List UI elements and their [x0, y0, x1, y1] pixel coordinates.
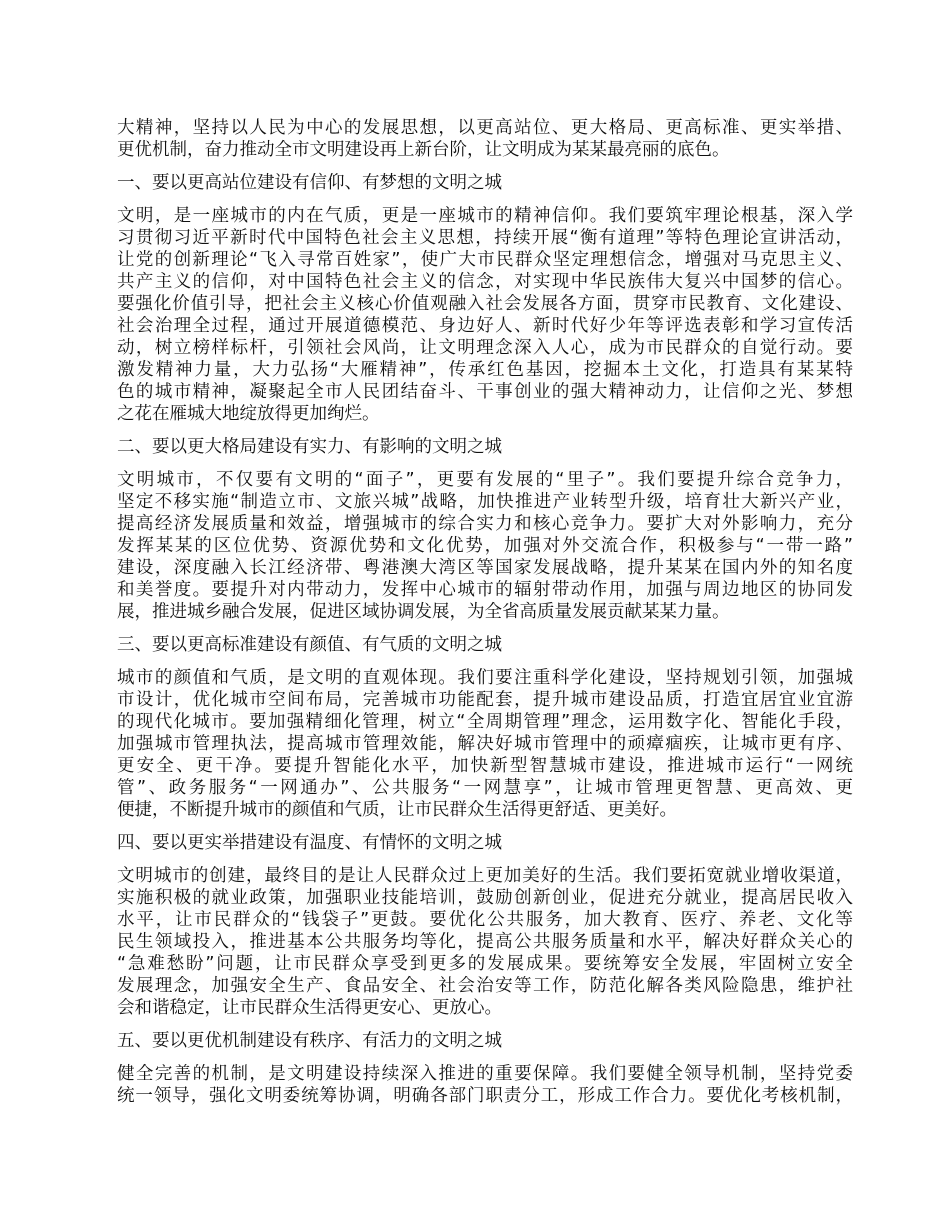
text-line: 会和谐稳定，让市民群众生活得更安心、更放心。 [117, 998, 502, 1018]
text-line: 发展理念，加强安全生产、食品安全、社会治安等工作，防范化解各类风险隐患，维护社 [117, 976, 853, 996]
text-line: 色的城市精神，凝聚起全市人民团结奋斗、干事创业的强大精神动力，让信仰之光、梦想 [117, 382, 853, 402]
section-heading [117, 832, 853, 854]
text-line: 习贯彻习近平新时代中国特色社会主义思想，持续开展“衡有道理”等特色理论宣讲活动， [117, 228, 853, 248]
text-line: 加强城市管理执法，提高城市管理效能，解决好城市管理中的顽瘴痼疾，让城市更有序、 [117, 734, 853, 754]
text-line: 三、要以更高标准建设有颜值、有气质的文明之城 [117, 635, 502, 655]
text-line: 建设，深度融入长江经济带、粤港澳大湾区等国家发展战略，提升某某在国内外的知名度 [117, 558, 853, 578]
text-line: 让党的创新理论“飞入寻常百姓家”，使广大市民群众坚定理想信念，增强对马克思主义、 [117, 250, 853, 270]
text-line: 文明，是一座城市的内在气质，更是一座城市的精神信仰。我们要筑牢理论根基，深入学 [117, 206, 853, 226]
text-line: 城市的颜值和气质，是文明的直观体现。我们要注重科学化建设，坚持规划引领，加强城 [117, 668, 853, 688]
text-line: 便捷，不断提升城市的颜值和气质，让市民群众生活得更舒适、更美好。 [117, 800, 677, 820]
text-line: 展，推进城乡融合发展，促进区域协调发展，为全省高质量发展贡献某某力量。 [117, 602, 730, 622]
text-line: 管”、政务服务“一网通办”、公共服务“一网慧享”，让城市管理更智慧、更高效、更 [117, 778, 853, 798]
text-line: 民生领域投入，推进基本公共服务均等化，提高公共服务质量和水平，解决好群众关心的 [117, 932, 853, 952]
section-heading [117, 436, 853, 458]
text-line: 动，树立榜样标杆，引领社会风尚，让文明理念深入人心，成为市民群众的自觉行动。要 [117, 338, 853, 358]
text-line: 实施积极的就业政策，加强职业技能培训，鼓励创新创业，促进充分就业，提高居民收入 [117, 888, 853, 908]
text-line: 四、要以更实举措建设有温度、有情怀的文明之城 [117, 833, 502, 853]
text-line: 共产主义的信仰，对中国特色社会主义的信念，对实现中华民族伟大复兴中国梦的信心。 [117, 272, 853, 292]
section-heading [117, 172, 853, 194]
text-line: 更安全、更干净。要提升智能化水平，加快新型智慧城市建设，推进城市运行“一网统 [117, 756, 853, 776]
text-line: 坚定不移实施“制造立市、文旅兴城”战略，加快推进产业转型升级，培育壮大新兴产业， [117, 492, 853, 512]
body-paragraph [117, 667, 853, 821]
text-line: 一、要以更高站位建设有信仰、有梦想的文明之城 [117, 173, 502, 193]
section-heading [117, 634, 853, 656]
section-heading [117, 1030, 853, 1052]
text-line: 社会治理全过程，通过开展道德模范、身边好人、新时代好少年等评选表彰和学习宣传活 [117, 316, 853, 336]
body-paragraph [117, 117, 853, 161]
text-line: 和美誉度。要提升对内带动力，发挥中心城市的辐射带动作用，加强与周边地区的协同发 [117, 580, 853, 600]
text-line: 二、要以更大格局建设有实力、有影响的文明之城 [117, 437, 502, 457]
text-line: “急难愁盼”问题，让市民群众享受到更多的发展成果。要统筹安全发展，牢固树立安全 [117, 954, 853, 974]
text-line: 提高经济发展质量和效益，增强城市的综合实力和核心竞争力。要扩大对外影响力，充分 [117, 514, 853, 534]
text-line: 市设计，优化城市空间布局，完善城市功能配套，提升城市建设品质，打造宜居宜业宜游 [117, 690, 853, 710]
text-line: 文明城市的创建，最终目的是让人民群众过上更加美好的生活。我们要拓宽就业增收渠道， [117, 866, 853, 886]
text-line: 的现代化城市。要加强精细化管理，树立“全周期管理”理念，运用数字化、智能化手段， [117, 712, 853, 732]
text-line: 更优机制，奋力推动全市文明建设再上新台阶，让文明成为某某最亮丽的底色。 [117, 140, 730, 160]
text-line: 五、要以更优机制建设有秩序、有活力的文明之城 [117, 1031, 502, 1051]
body-paragraph [117, 1063, 853, 1107]
text-line: 文明城市，不仅要有文明的“面子”，更要有发展的“里子”。我们要提升综合竞争力， [117, 470, 853, 490]
text-line: 统一领导，强化文明委统筹协调，明确各部门职责分工，形成工作合力。要优化考核机制， [117, 1086, 853, 1106]
text-line: 要强化价值引导，把社会主义核心价值观融入社会发展各方面，贯穿市民教育、文化建设、 [117, 294, 853, 314]
text-line: 激发精神力量，大力弘扬“大雁精神”，传承红色基因，挖掘本土文化，打造具有某某特 [117, 360, 853, 380]
text-line: 发挥某某的区位优势、资源优势和文化优势，加强对外交流合作，积极参与“一带一路” [117, 536, 853, 556]
body-paragraph [117, 469, 853, 623]
document-page [117, 117, 853, 1118]
text-line: 水平，让市民群众的“钱袋子”更鼓。要优化公共服务，加大教育、医疗、养老、文化等 [117, 910, 853, 930]
body-paragraph [117, 205, 853, 425]
text-line: 大精神，坚持以人民为中心的发展思想，以更高站位、更大格局、更高标准、更实举措、 [117, 118, 853, 138]
text-line: 之花在雁城大地绽放得更加绚烂。 [117, 404, 380, 424]
text-line: 健全完善的机制，是文明建设持续深入推进的重要保障。我们要健全领导机制，坚持党委 [117, 1064, 853, 1084]
body-paragraph [117, 865, 853, 1019]
